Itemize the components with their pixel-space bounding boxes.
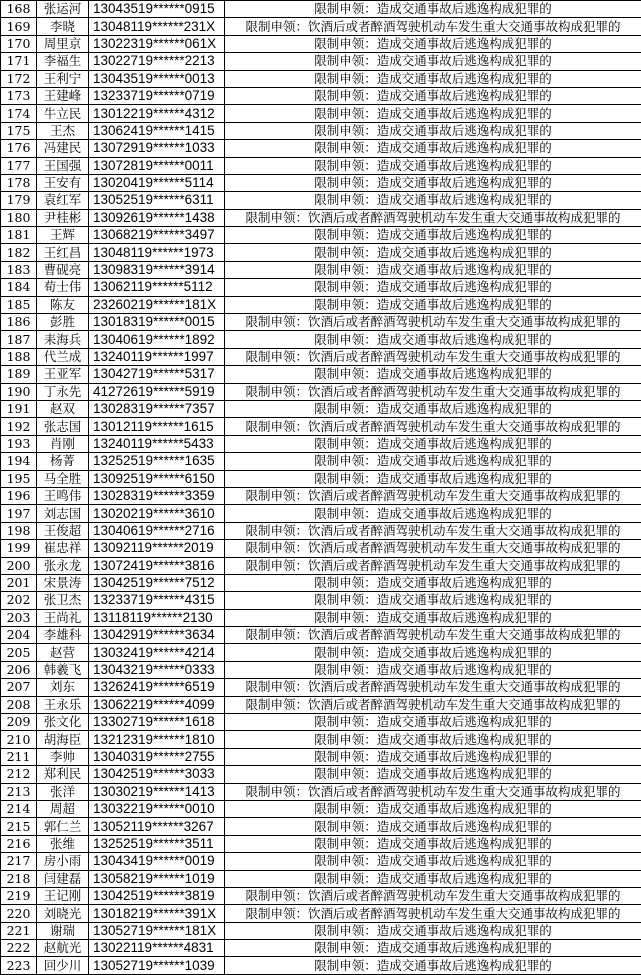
- table-row: [1, 679, 641, 696]
- table-row: [1, 383, 641, 400]
- table-row: [1, 783, 641, 800]
- person-name: 王杰: [37, 122, 89, 139]
- row-number: 181: [1, 227, 37, 244]
- person-name: 房小雨: [37, 853, 89, 870]
- table-row: [1, 192, 641, 209]
- license-id: 13042519******3033: [89, 766, 225, 783]
- row-number: 223: [1, 957, 37, 974]
- table-row: [1, 331, 641, 348]
- person-name: 王建峰: [37, 87, 89, 104]
- restriction-reason: 限制申领：造成交通事故后逃逸构成犯罪的: [225, 592, 641, 609]
- person-name: 王红昌: [37, 244, 89, 261]
- restriction-reason: 限制申领：饮酒后或者醉酒驾驶机动车发生重大交通事故构成犯罪的: [225, 209, 641, 226]
- restriction-reason: 限制申领：造成交通事故后逃逸构成犯罪的: [225, 400, 641, 417]
- restriction-reason: 限制申领：造成交通事故后逃逸构成犯罪的: [225, 661, 641, 678]
- row-number: 220: [1, 905, 37, 922]
- license-id: 13092519******6150: [89, 470, 225, 487]
- license-id: 13098319******3914: [89, 261, 225, 278]
- license-id: 13018319******0015: [89, 314, 225, 331]
- license-id: 13252519******3511: [89, 835, 225, 852]
- license-id: 13212319******1810: [89, 731, 225, 748]
- row-number: 210: [1, 731, 37, 748]
- person-name: 回少川: [37, 957, 89, 974]
- restriction-reason: 限制申领：造成交通事故后逃逸构成犯罪的: [225, 227, 641, 244]
- person-name: 张卫杰: [37, 592, 89, 609]
- person-name: 王安有: [37, 174, 89, 191]
- row-number: 198: [1, 522, 37, 539]
- restriction-reason: 限制申领：造成交通事故后逃逸构成犯罪的: [225, 192, 641, 209]
- license-id: 13018219******391X: [89, 905, 225, 922]
- person-name: 李雄科: [37, 627, 89, 644]
- row-number: 203: [1, 609, 37, 626]
- restriction-reason: 限制申领：造成交通事故后逃逸构成犯罪的: [225, 140, 641, 157]
- person-name: 张文化: [37, 714, 89, 731]
- license-id: 13092619******1438: [89, 209, 225, 226]
- row-number: 222: [1, 940, 37, 957]
- row-number: 217: [1, 853, 37, 870]
- person-name: 杨菁: [37, 453, 89, 470]
- person-name: 刘东: [37, 679, 89, 696]
- row-number: 179: [1, 192, 37, 209]
- table-row: [1, 366, 641, 383]
- row-number: 211: [1, 748, 37, 765]
- person-name: 张永龙: [37, 557, 89, 574]
- person-name: 郑利民: [37, 766, 89, 783]
- restriction-reason: 限制申领：造成交通事故后逃逸构成犯罪的: [225, 1, 641, 18]
- license-id: 13058219******1019: [89, 870, 225, 887]
- license-id: 13048119******231X: [89, 18, 225, 35]
- license-id: 13043219******0333: [89, 661, 225, 678]
- row-number: 174: [1, 105, 37, 122]
- person-name: 荀士伟: [37, 279, 89, 296]
- restriction-reason: 限制申领：饮酒后或者醉酒驾驶机动车发生重大交通事故构成犯罪的: [225, 679, 641, 696]
- person-name: 赵双: [37, 400, 89, 417]
- restriction-reason: 限制申领：饮酒后或者醉酒驾驶机动车发生重大交通事故构成犯罪的: [225, 418, 641, 435]
- license-id: 13042719******5317: [89, 366, 225, 383]
- restriction-reason: 限制申领：造成交通事故后逃逸构成犯罪的: [225, 453, 641, 470]
- license-id: 13072919******1033: [89, 140, 225, 157]
- person-name: 马全胜: [37, 470, 89, 487]
- row-number: 175: [1, 122, 37, 139]
- license-id: 13032219******0010: [89, 800, 225, 817]
- row-number: 193: [1, 435, 37, 452]
- license-id: 13233719******4315: [89, 592, 225, 609]
- restriction-reason: 限制申领：饮酒后或者醉酒驾驶机动车发生重大交通事故构成犯罪的: [225, 314, 641, 331]
- table-row: [1, 418, 641, 435]
- person-name: 王尚礼: [37, 609, 89, 626]
- row-number: 191: [1, 400, 37, 417]
- table-row: [1, 766, 641, 783]
- restriction-reason: 限制申领：造成交通事故后逃逸构成犯罪的: [225, 644, 641, 661]
- table-row: [1, 853, 641, 870]
- license-id: 13043519******0013: [89, 70, 225, 87]
- table-row: [1, 1, 641, 18]
- restriction-reason: 限制申领：造成交通事故后逃逸构成犯罪的: [225, 574, 641, 591]
- license-id: 13020219******3610: [89, 505, 225, 522]
- license-id: 13040619******2716: [89, 522, 225, 539]
- license-id: 13052519******6311: [89, 192, 225, 209]
- row-number: 182: [1, 244, 37, 261]
- restriction-reason: 限制申领：饮酒后或者醉酒驾驶机动车发生重大交通事故构成犯罪的: [225, 348, 641, 365]
- license-id: 13028319******3359: [89, 487, 225, 504]
- license-id: 41272619******5919: [89, 383, 225, 400]
- license-id: 13052719******1039: [89, 957, 225, 974]
- row-number: 194: [1, 453, 37, 470]
- row-number: 185: [1, 296, 37, 313]
- restriction-reason: 限制申领：造成交通事故后逃逸构成犯罪的: [225, 296, 641, 313]
- table-row: [1, 453, 641, 470]
- row-number: 206: [1, 661, 37, 678]
- table-row: [1, 209, 641, 226]
- person-name: 张运河: [37, 1, 89, 18]
- table-row: [1, 505, 641, 522]
- table-row: [1, 940, 641, 957]
- license-id: 13302719******1618: [89, 714, 225, 731]
- person-name: 尹桂彬: [37, 209, 89, 226]
- table-row: [1, 905, 641, 922]
- table-row: [1, 296, 641, 313]
- table-row: [1, 714, 641, 731]
- person-name: 谢瑞: [37, 922, 89, 939]
- restriction-reason: 限制申领：造成交通事故后逃逸构成犯罪的: [225, 853, 641, 870]
- row-number: 190: [1, 383, 37, 400]
- license-id: 13048119******1973: [89, 244, 225, 261]
- row-number: 180: [1, 209, 37, 226]
- license-id: 13062119******5112: [89, 279, 225, 296]
- restriction-reason: 限制申领：造成交通事故后逃逸构成犯罪的: [225, 244, 641, 261]
- table-row: [1, 435, 641, 452]
- person-name: 赵航光: [37, 940, 89, 957]
- table-row: [1, 835, 641, 852]
- table-row: [1, 70, 641, 87]
- table-row: [1, 279, 641, 296]
- row-number: 208: [1, 696, 37, 713]
- table-row: [1, 540, 641, 557]
- license-id: 13092119******2019: [89, 540, 225, 557]
- restriction-reason: 限制申领：造成交通事故后逃逸构成犯罪的: [225, 609, 641, 626]
- table-row: [1, 748, 641, 765]
- row-number: 171: [1, 53, 37, 70]
- restriction-reason: 限制申领：造成交通事故后逃逸构成犯罪的: [225, 122, 641, 139]
- row-number: 168: [1, 1, 37, 18]
- person-name: 牛立民: [37, 105, 89, 122]
- person-name: 周超: [37, 800, 89, 817]
- license-id: 13040319******2755: [89, 748, 225, 765]
- table-row: [1, 818, 641, 835]
- row-number: 221: [1, 922, 37, 939]
- person-name: 王鸣伟: [37, 487, 89, 504]
- row-number: 204: [1, 627, 37, 644]
- restriction-reason: 限制申领：造成交通事故后逃逸构成犯罪的: [225, 748, 641, 765]
- table-row: [1, 592, 641, 609]
- restriction-reason: 限制申领：造成交通事故后逃逸构成犯罪的: [225, 505, 641, 522]
- row-number: 188: [1, 348, 37, 365]
- row-number: 195: [1, 470, 37, 487]
- restriction-reason: 限制申领：造成交通事故后逃逸构成犯罪的: [225, 922, 641, 939]
- person-name: 袁红军: [37, 192, 89, 209]
- person-name: 曹砚亮: [37, 261, 89, 278]
- license-id: 13072819******0011: [89, 157, 225, 174]
- license-id: 13068219******3497: [89, 227, 225, 244]
- person-name: 代兰成: [37, 348, 89, 365]
- table-row: [1, 609, 641, 626]
- person-name: 韩羲飞: [37, 661, 89, 678]
- person-name: 丁永先: [37, 383, 89, 400]
- table-row: [1, 922, 641, 939]
- table-row: [1, 522, 641, 539]
- row-number: 213: [1, 783, 37, 800]
- restriction-reason: 限制申领：饮酒后或者醉酒驾驶机动车发生重大交通事故构成犯罪的: [225, 887, 641, 904]
- person-name: 王利宁: [37, 70, 89, 87]
- table-row: [1, 696, 641, 713]
- row-number: 187: [1, 331, 37, 348]
- license-id: 23260219******181X: [89, 296, 225, 313]
- table-row: [1, 870, 641, 887]
- table-row: [1, 470, 641, 487]
- person-name: 崔忠祥: [37, 540, 89, 557]
- row-number: 172: [1, 70, 37, 87]
- table-row: [1, 227, 641, 244]
- row-number: 176: [1, 140, 37, 157]
- row-number: 196: [1, 487, 37, 504]
- license-id: 13240119******5433: [89, 435, 225, 452]
- row-number: 189: [1, 366, 37, 383]
- restriction-reason: 限制申领：饮酒后或者醉酒驾驶机动车发生重大交通事故构成犯罪的: [225, 783, 641, 800]
- row-number: 186: [1, 314, 37, 331]
- license-id: 13030219******1413: [89, 783, 225, 800]
- person-name: 王亚军: [37, 366, 89, 383]
- table-row: [1, 261, 641, 278]
- license-id: 13040619******1892: [89, 331, 225, 348]
- table-row: [1, 35, 641, 52]
- restriction-reason: 限制申领：造成交通事故后逃逸构成犯罪的: [225, 53, 641, 70]
- license-id: 13052119******3267: [89, 818, 225, 835]
- table-row: [1, 800, 641, 817]
- row-number: 218: [1, 870, 37, 887]
- restriction-reason: 限制申领：造成交通事故后逃逸构成犯罪的: [225, 331, 641, 348]
- table-row: [1, 887, 641, 904]
- row-number: 173: [1, 87, 37, 104]
- license-id: 13020419******5114: [89, 174, 225, 191]
- restriction-reason: 限制申领：饮酒后或者醉酒驾驶机动车发生重大交通事故构成犯罪的: [225, 905, 641, 922]
- restriction-reason: 限制申领：造成交通事故后逃逸构成犯罪的: [225, 731, 641, 748]
- restriction-reason: 限制申领：造成交通事故后逃逸构成犯罪的: [225, 105, 641, 122]
- row-number: 199: [1, 540, 37, 557]
- person-name: 李晓: [37, 18, 89, 35]
- person-name: 王俊超: [37, 522, 89, 539]
- person-name: 彭胜: [37, 314, 89, 331]
- table-row: [1, 87, 641, 104]
- restriction-reason: 限制申领：饮酒后或者醉酒驾驶机动车发生重大交通事故构成犯罪的: [225, 383, 641, 400]
- row-number: 169: [1, 18, 37, 35]
- license-id: 13262419******6519: [89, 679, 225, 696]
- row-number: 184: [1, 279, 37, 296]
- table-row: [1, 157, 641, 174]
- row-number: 177: [1, 157, 37, 174]
- restriction-reason: 限制申领：饮酒后或者醉酒驾驶机动车发生重大交通事故构成犯罪的: [225, 540, 641, 557]
- row-number: 215: [1, 818, 37, 835]
- table-row: [1, 731, 641, 748]
- restriction-reason: 限制申领：造成交通事故后逃逸构成犯罪的: [225, 957, 641, 974]
- row-number: 205: [1, 644, 37, 661]
- table-row: [1, 644, 641, 661]
- person-name: 王永乐: [37, 696, 89, 713]
- table-row: [1, 105, 641, 122]
- restriction-reason: 限制申领：饮酒后或者醉酒驾驶机动车发生重大交通事故构成犯罪的: [225, 557, 641, 574]
- row-number: 201: [1, 574, 37, 591]
- person-name: 肖刚: [37, 435, 89, 452]
- row-number: 192: [1, 418, 37, 435]
- table-row: [1, 661, 641, 678]
- license-id: 13118119******2130: [89, 609, 225, 626]
- license-id: 13052719******181X: [89, 922, 225, 939]
- person-name: 耒海兵: [37, 331, 89, 348]
- license-id: 13012219******4312: [89, 105, 225, 122]
- row-number: 209: [1, 714, 37, 731]
- license-id: 13043419******0019: [89, 853, 225, 870]
- restriction-reason: 限制申领：造成交通事故后逃逸构成犯罪的: [225, 70, 641, 87]
- restriction-reason: 限制申领：造成交通事故后逃逸构成犯罪的: [225, 157, 641, 174]
- restriction-reason: 限制申领：造成交通事故后逃逸构成犯罪的: [225, 818, 641, 835]
- table-row: [1, 18, 641, 35]
- license-id: 13252519******1635: [89, 453, 225, 470]
- restriction-reason: 限制申领：造成交通事故后逃逸构成犯罪的: [225, 87, 641, 104]
- restriction-reason: 限制申领：饮酒后或者醉酒驾驶机动车发生重大交通事故构成犯罪的: [225, 696, 641, 713]
- license-id: 13012119******1615: [89, 418, 225, 435]
- person-name: 刘志国: [37, 505, 89, 522]
- table-row: [1, 140, 641, 157]
- license-id: 13042519******7512: [89, 574, 225, 591]
- restriction-reason: 限制申领：饮酒后或者醉酒驾驶机动车发生重大交通事故构成犯罪的: [225, 627, 641, 644]
- restriction-reason: 限制申领：造成交通事故后逃逸构成犯罪的: [225, 470, 641, 487]
- person-name: 冯建民: [37, 140, 89, 157]
- restriction-reason: 限制申领：饮酒后或者醉酒驾驶机动车发生重大交通事故构成犯罪的: [225, 522, 641, 539]
- row-number: 219: [1, 887, 37, 904]
- license-id: 13028319******7357: [89, 400, 225, 417]
- restriction-reason: 限制申领：造成交通事故后逃逸构成犯罪的: [225, 174, 641, 191]
- row-number: 183: [1, 261, 37, 278]
- restriction-reason: 限制申领：造成交通事故后逃逸构成犯罪的: [225, 435, 641, 452]
- person-name: 张维: [37, 835, 89, 852]
- restriction-reason: 限制申领：造成交通事故后逃逸构成犯罪的: [225, 940, 641, 957]
- license-id: 13043519******0915: [89, 1, 225, 18]
- table-row: [1, 244, 641, 261]
- table-row: [1, 400, 641, 417]
- table-row: [1, 122, 641, 139]
- license-id: 13022319******061X: [89, 35, 225, 52]
- person-name: 胡海臣: [37, 731, 89, 748]
- restriction-reason: 限制申领：饮酒后或者醉酒驾驶机动车发生重大交通事故构成犯罪的: [225, 18, 641, 35]
- row-number: 216: [1, 835, 37, 852]
- row-number: 197: [1, 505, 37, 522]
- person-name: 李福生: [37, 53, 89, 70]
- restriction-reason: 限制申领：造成交通事故后逃逸构成犯罪的: [225, 835, 641, 852]
- table-row: [1, 348, 641, 365]
- person-name: 王记刚: [37, 887, 89, 904]
- row-number: 202: [1, 592, 37, 609]
- person-name: 王辉: [37, 227, 89, 244]
- person-name: 刘晓光: [37, 905, 89, 922]
- restriction-reason: 限制申领：造成交通事故后逃逸构成犯罪的: [225, 714, 641, 731]
- person-name: 李帅: [37, 748, 89, 765]
- table-row: [1, 487, 641, 504]
- person-name: 闫建磊: [37, 870, 89, 887]
- restriction-reason: 限制申领：造成交通事故后逃逸构成犯罪的: [225, 35, 641, 52]
- license-id: 13042519******3819: [89, 887, 225, 904]
- person-name: 郭仁兰: [37, 818, 89, 835]
- table-row: [1, 174, 641, 191]
- license-id: 13072419******3816: [89, 557, 225, 574]
- row-number: 178: [1, 174, 37, 191]
- license-id: 13022719******2213: [89, 53, 225, 70]
- person-name: 宋景涛: [37, 574, 89, 591]
- person-name: 赵营: [37, 644, 89, 661]
- license-id: 13032419******4214: [89, 644, 225, 661]
- restriction-reason: 限制申领：饮酒后或者醉酒驾驶机动车发生重大交通事故构成犯罪的: [225, 487, 641, 504]
- restriction-reason: 限制申领：造成交通事故后逃逸构成犯罪的: [225, 261, 641, 278]
- row-number: 170: [1, 35, 37, 52]
- restriction-reason: 限制申领：造成交通事故后逃逸构成犯罪的: [225, 766, 641, 783]
- table-body: [1, 1, 641, 975]
- restriction-reason: 限制申领：造成交通事故后逃逸构成犯罪的: [225, 366, 641, 383]
- table-row: [1, 53, 641, 70]
- row-number: 212: [1, 766, 37, 783]
- license-id: 13022119******4831: [89, 940, 225, 957]
- restriction-reason: 限制申领：造成交通事故后逃逸构成犯罪的: [225, 870, 641, 887]
- restriction-reason: 限制申领：造成交通事故后逃逸构成犯罪的: [225, 279, 641, 296]
- license-id: 13062419******1415: [89, 122, 225, 139]
- person-name: 周里京: [37, 35, 89, 52]
- table-row: [1, 627, 641, 644]
- table-row: [1, 314, 641, 331]
- license-id: 13240119******1997: [89, 348, 225, 365]
- person-name: 陈友: [37, 296, 89, 313]
- license-id: 13042919******3634: [89, 627, 225, 644]
- table-row: [1, 557, 641, 574]
- row-number: 214: [1, 800, 37, 817]
- person-name: 王国强: [37, 157, 89, 174]
- person-name: 张志国: [37, 418, 89, 435]
- restriction-reason: 限制申领：造成交通事故后逃逸构成犯罪的: [225, 800, 641, 817]
- row-number: 200: [1, 557, 37, 574]
- row-number: 207: [1, 679, 37, 696]
- license-id: 13062219******4099: [89, 696, 225, 713]
- license-id: 13233719******0719: [89, 87, 225, 104]
- person-name: 张洋: [37, 783, 89, 800]
- table-row: [1, 574, 641, 591]
